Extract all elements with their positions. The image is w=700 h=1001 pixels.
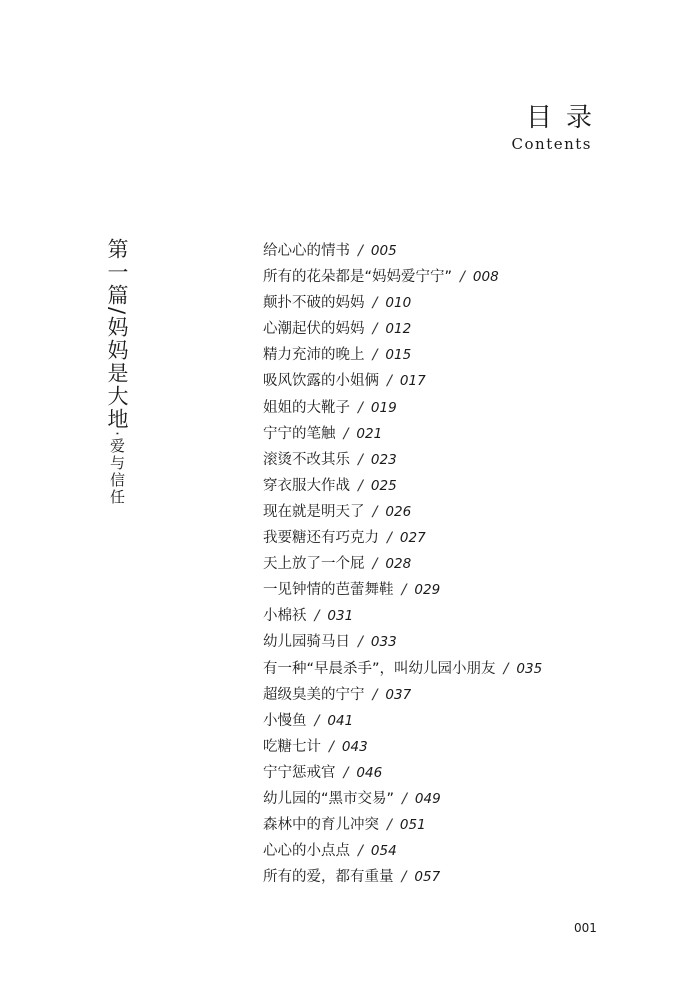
toc-entry-separator: / [314,712,320,729]
toc-entry-title: 吸风饮露的小姐俩 [263,373,379,390]
toc-entry-separator: / [387,373,392,390]
toc-list [263,238,542,890]
toc-entry-title: 现在就是明天了 [263,503,365,520]
part-heading-text: 第一篇/妈妈是大地 [105,238,129,432]
toc-entry-page: 010 [385,295,412,312]
toc-entry-separator: / [503,660,509,677]
toc-entry-title: 穿衣服大作战 [263,477,350,494]
toc-entry-separator: / [358,243,363,259]
toc-entry-separator: / [358,634,363,651]
toc-entry-separator: / [401,582,407,599]
toc-entry-title: 心潮起伏的妈妈 [263,321,365,338]
toc-entry-title: 有一种“早晨杀手”，叫幼儿园小朋友 [263,660,496,677]
toc-entry[interactable] [263,264,542,290]
toc-entry-title: 精力充沛的晚上 [263,347,365,364]
toc-entry-title: 心心的小点点 [263,843,350,860]
toc-entry-separator: / [401,869,407,886]
toc-entry[interactable] [263,864,542,890]
toc-entry-page: 057 [414,869,441,886]
toc-entry[interactable] [263,395,542,421]
toc-entry-page: 005 [370,243,397,259]
toc-entry-title: 幼儿园骑马日 [263,634,350,651]
toc-entry-separator: / [402,790,407,807]
toc-entry-title: 姐姐的大靴子 [263,399,350,416]
toc-entry[interactable] [263,786,542,812]
toc-entry-title: 所有的爱，都有重量 [263,869,394,886]
toc-entry-page: 017 [399,373,426,390]
toc-entry-title: 所有的花朵都是“妈妈爱宁宁” [263,269,453,286]
toc-entry-separator: / [314,608,320,625]
toc-entry-title: 森林中的育儿冲突 [263,817,379,834]
part-subtitle: 爱与信任 [108,437,126,506]
toc-header [511,103,606,153]
toc-entry-separator: / [358,399,363,416]
toc-entry[interactable] [263,238,542,264]
toc-entry-page: 026 [385,503,412,520]
toc-entry[interactable] [263,447,542,473]
toc-entry[interactable] [263,316,542,342]
part-heading [104,238,130,506]
toc-entry-page: 029 [414,582,441,599]
toc-entry-separator: / [460,269,465,286]
toc-entry[interactable] [263,760,542,786]
toc-entry-title: 超级臭美的宁宁 [263,686,365,703]
toc-entry-page: 027 [399,530,426,547]
toc-entry-title: 天上放了一个屁 [263,556,365,573]
toc-entry[interactable] [263,682,542,708]
toc-entry-title: 宁宁的笔触 [263,425,336,442]
toc-entry-page: 046 [356,764,383,781]
toc-entry[interactable] [263,525,542,551]
toc-entry-separator: / [387,817,392,834]
toc-entry-page: 008 [472,269,499,286]
toc-entry-separator: / [358,451,363,468]
toc-entry-title: 给心心的情书 [263,243,350,259]
toc-entry-title: 滚烫不改其乐 [263,451,350,468]
toc-entry[interactable] [263,838,542,864]
toc-entry-title: 小慢鱼 [263,712,307,729]
toc-entry-separator: / [387,530,392,547]
toc-entry-separator: / [372,295,378,312]
toc-entry-page: 041 [327,712,354,729]
toc-entry-page: 037 [385,686,412,703]
toc-entry-page: 025 [370,477,397,494]
toc-entry-title: 我要糖还有巧克力 [263,530,379,547]
toc-entry-separator: / [329,738,334,755]
toc-entry-page: 049 [414,790,441,807]
toc-entry-title: 幼儿园的“黑市交易” [263,790,395,807]
toc-entry[interactable] [263,290,542,316]
page-title: 目录 [525,103,606,133]
toc-entry-page: 023 [370,451,397,468]
toc-entry-title: 颠扑不破的妈妈 [263,295,365,312]
toc-entry[interactable] [263,656,542,682]
toc-entry[interactable] [263,368,542,394]
toc-entry-page: 033 [370,634,397,651]
toc-entry-separator: / [343,764,349,781]
toc-entry-separator: / [358,477,363,494]
toc-entry-page: 012 [385,321,412,338]
toc-entry[interactable] [263,708,542,734]
toc-entry-title: 吃糖七计 [263,738,321,755]
part-heading-dot: · [108,431,126,438]
toc-entry[interactable] [263,812,542,838]
toc-entry[interactable] [263,473,542,499]
toc-entry-separator: / [372,686,378,703]
toc-entry-page: 028 [385,556,412,573]
toc-entry-separator: / [343,425,349,442]
toc-entry[interactable] [263,734,542,760]
toc-entry-page: 035 [516,660,543,677]
toc-entry-title: 小棉袄 [263,608,307,625]
toc-entry-separator: / [372,347,378,364]
toc-entry-page: 021 [356,425,383,442]
toc-entry-page: 031 [327,608,354,625]
page-title-english: Contents [511,135,592,153]
toc-entry-separator: / [372,503,378,520]
toc-entry[interactable] [263,551,542,577]
toc-entry[interactable] [263,499,542,525]
toc-entry-separator: / [372,556,378,573]
page-number: 001 [574,921,597,935]
toc-entry[interactable] [263,421,542,447]
toc-entry-page: 051 [399,817,426,834]
toc-entry-title: 一见钟情的芭蕾舞鞋 [263,582,394,599]
toc-entry-title: 宁宁惩戒官 [263,764,336,781]
toc-entry[interactable] [263,577,542,603]
toc-entry-separator: / [358,843,363,860]
toc-entry[interactable] [263,629,542,655]
toc-entry-page: 015 [385,347,412,364]
toc-entry[interactable] [263,603,542,629]
toc-entry-page: 019 [370,399,397,416]
toc-entry-page: 043 [341,738,368,755]
toc-entry[interactable] [263,342,542,368]
toc-entry-page: 054 [370,843,397,860]
toc-entry-separator: / [372,321,378,338]
